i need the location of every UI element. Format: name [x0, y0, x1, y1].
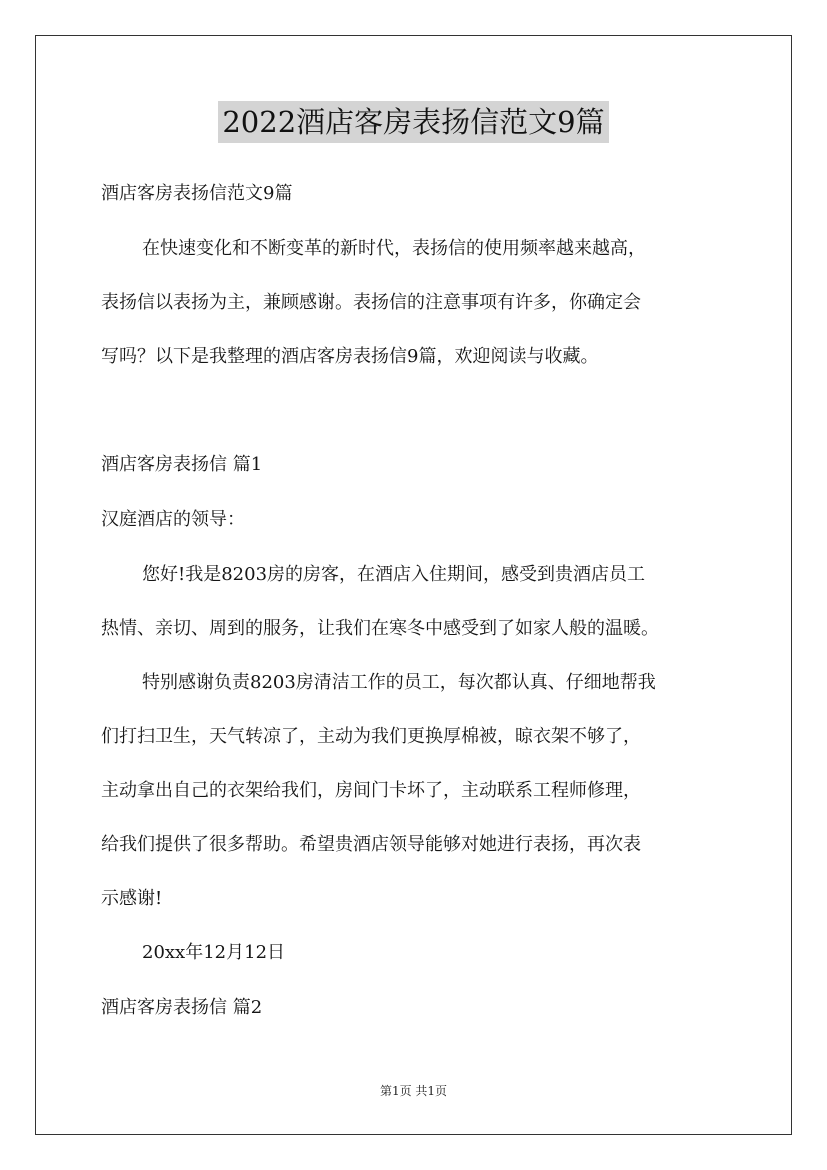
- body-line: 示感谢!: [101, 888, 163, 909]
- body-line: 给我们提供了很多帮助。希望贵酒店领导能够对她进行表扬，再次表: [101, 834, 641, 855]
- body-line: 您好!我是8203房的房客，在酒店入住期间，感受到贵酒店员工: [142, 564, 646, 585]
- intro-line: 在快速变化和不断变革的新时代，表扬信的使用频率越来越高，: [142, 238, 646, 259]
- body-line: 们打扫卫生，天气转凉了，主动为我们更换厚棉被，晾衣架不够了，: [101, 726, 641, 747]
- intro-line: 写吗？以下是我整理的酒店客房表扬信9篇，欢迎阅读与收藏。: [101, 346, 599, 367]
- document-subtitle: 酒店客房表扬信范文9篇: [101, 183, 293, 204]
- section-heading: 酒店客房表扬信 篇2: [101, 997, 263, 1018]
- page-footer: 第1页 共1页: [379, 1084, 448, 1098]
- intro-line: 表扬信以表扬为主，兼顾感谢。表扬信的注意事项有许多，你确定会: [101, 292, 641, 313]
- body-line: 主动拿出自己的衣架给我们，房间门卡坏了，主动联系工程师修理，: [101, 780, 641, 801]
- body-line: 热情、亲切、周到的服务，让我们在寒冬中感受到了如家人般的温暖。: [101, 618, 659, 639]
- letter-date: 20xx年12月12日: [142, 942, 286, 963]
- letter-salutation: 汉庭酒店的领导：: [101, 509, 245, 530]
- body-line: 特别感谢负责8203房清洁工作的员工，每次都认真、仔细地帮我: [142, 672, 656, 693]
- document-title: 2022酒店客房表扬信范文9篇: [218, 101, 608, 143]
- title-container: [0, 101, 827, 143]
- section-heading: 酒店客房表扬信 篇1: [101, 454, 263, 475]
